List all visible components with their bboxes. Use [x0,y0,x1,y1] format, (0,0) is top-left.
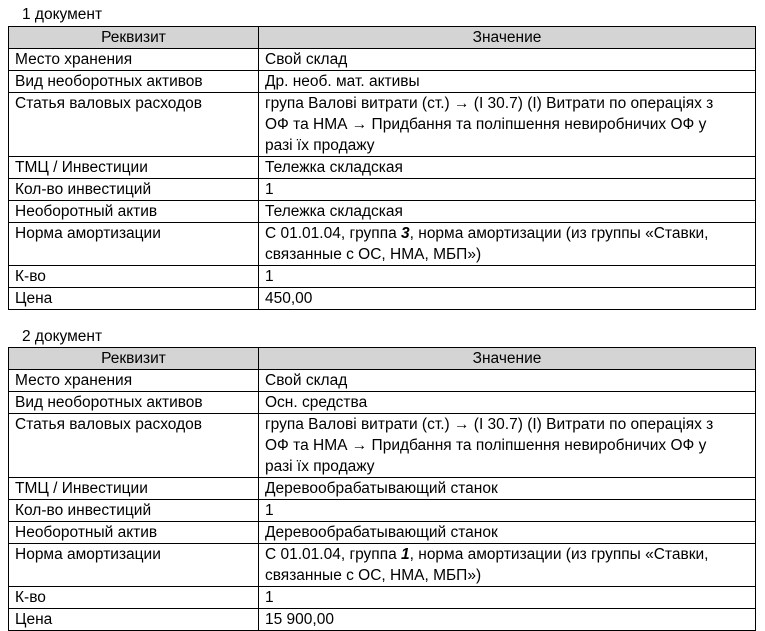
table-row [9,392,756,414]
doc1-title: 1 документ [22,6,103,23]
table-row [9,266,756,288]
row-value: Свой склад [259,49,756,71]
header-value: Значение [259,27,756,49]
row-label: Вид необоротных активов [9,71,259,93]
row-value: Деревообрабатывающий станок [259,478,756,500]
row-value: Тележка складская [259,157,756,179]
table-row [9,609,756,631]
row-value: Свой склад [259,370,756,392]
table-row [9,49,756,71]
row-label: К-во [9,587,259,609]
row-label: Статья валовых расходов [9,93,259,157]
header-value: Значение [259,348,756,370]
table-row [9,179,756,201]
row-value: 1 [259,179,756,201]
row-value [259,223,756,266]
row-label: Цена [9,609,259,631]
row-label: Статья валовых расходов [9,414,259,478]
row-value: група Валові витрати (ст.) → (І 30.7) (І) Витрати по операціях з ОФ та НМА → Придбання та поліпшення невиробничих ОФ у разі їх продажу [259,93,756,157]
row-label: Кол-во инвестиций [9,179,259,201]
table-row [9,414,756,478]
row-value: 1 [259,500,756,522]
header-requisite: Реквизит [9,348,259,370]
doc1-table [8,26,756,310]
row-label: Норма амортизации [9,223,259,266]
row-value: Тележка складская [259,201,756,223]
row-value: Деревообрабатывающий станок [259,522,756,544]
table-row [9,544,756,587]
table-row [9,500,756,522]
table-row [9,201,756,223]
depreciation-suffix: , норма амортизации (из группы «Ставки, связанные с ОС, НМА, МБП») [265,546,709,584]
depreciation-suffix: , норма амортизации (из группы «Ставки, связанные с ОС, НМА, МБП») [265,225,709,263]
table-header-row [9,348,756,370]
depreciation-group: 1 [401,546,410,563]
row-label: Необоротный актив [9,522,259,544]
row-value: Осн. средства [259,392,756,414]
depreciation-prefix: С 01.01.04, группа [265,225,402,242]
table-row [9,522,756,544]
row-label: Кол-во инвестиций [9,500,259,522]
header-requisite: Реквизит [9,27,259,49]
doc2-title: 2 документ [22,328,103,345]
table-row [9,157,756,179]
table-row [9,288,756,310]
row-label: Вид необоротных активов [9,392,259,414]
row-label: Место хранения [9,49,259,71]
depreciation-prefix: С 01.01.04, группа [265,546,402,563]
table-row [9,478,756,500]
table-row [9,223,756,266]
row-value [259,544,756,587]
row-value: Др. необ. мат. активы [259,71,756,93]
row-value: 450,00 [259,288,756,310]
depreciation-group: 3 [401,225,410,242]
row-value: 1 [259,587,756,609]
table-row [9,93,756,157]
table-header-row [9,27,756,49]
row-label: К-во [9,266,259,288]
doc2-table [8,347,756,631]
table-row [9,370,756,392]
row-label: ТМЦ / Инвестиции [9,157,259,179]
row-label: ТМЦ / Инвестиции [9,478,259,500]
table-row [9,587,756,609]
row-value: група Валові витрати (ст.) → (І 30.7) (І) Витрати по операціях з ОФ та НМА → Придбання та поліпшення невиробничих ОФ у разі їх продажу [259,414,756,478]
row-label: Норма амортизации [9,544,259,587]
row-label: Место хранения [9,370,259,392]
row-value: 1 [259,266,756,288]
row-value: 15 900,00 [259,609,756,631]
row-label: Цена [9,288,259,310]
row-label: Необоротный актив [9,201,259,223]
table-row [9,71,756,93]
